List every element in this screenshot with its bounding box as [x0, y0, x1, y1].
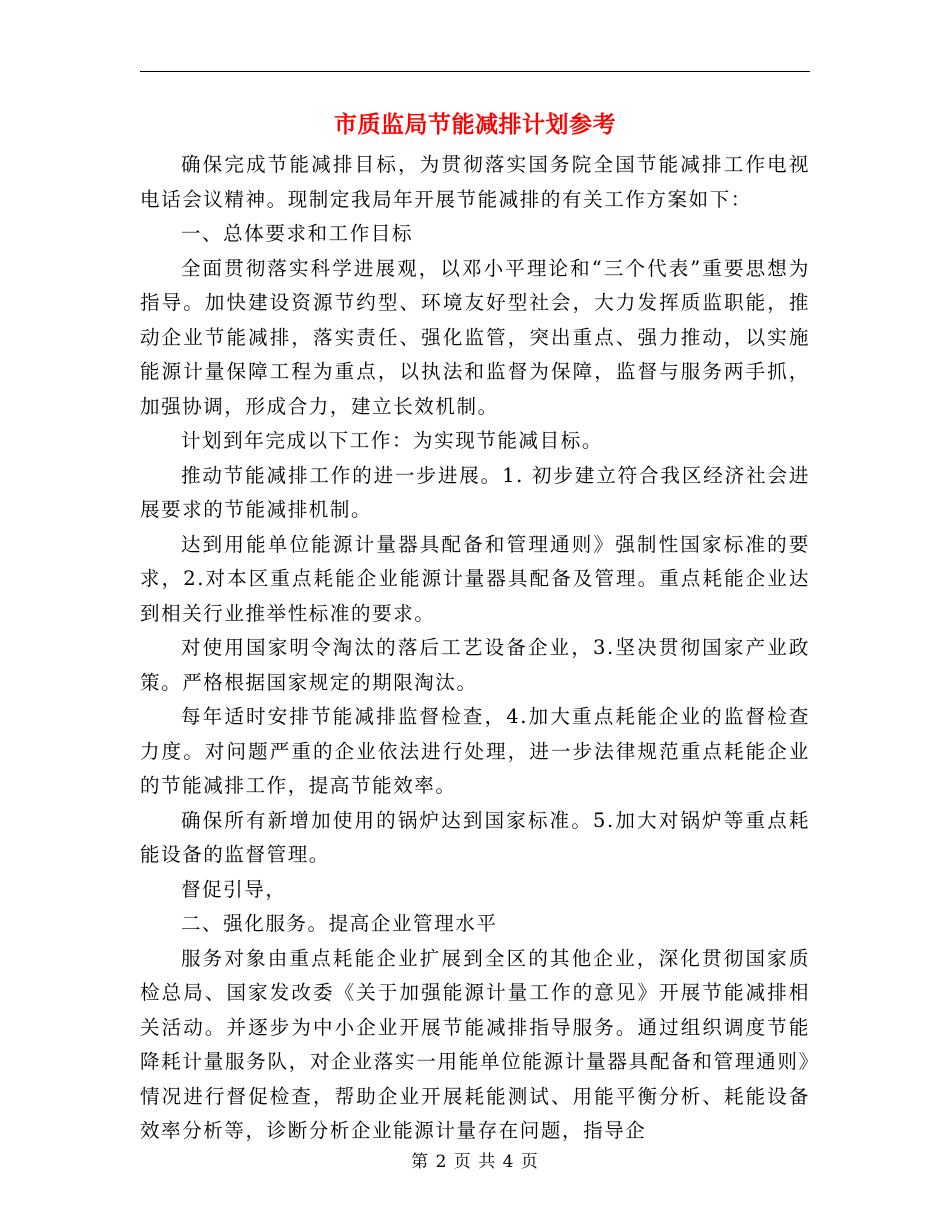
paragraph-service: 服务对象由重点耗能企业扩展到全区的其他企业，深化贯彻国家质检总局、国家发改委《关于加强能源计量工作的意见》开展节能减排相关活动。并逐步为中小企业开展节能减排指导服务。通过组织调度节能降耗计量服务队，对企业落实一用能单位能源计量器具配备和管理通则》情况进行督促检查，帮助企业开展耗能测试、用能平衡分析、耗能设备效率分析等，诊断分析企业能源计量存在问题，指导企 — [140, 946, 810, 1142]
page-number: 第 2 页 共 4 页 — [411, 1152, 539, 1172]
paragraph-item-5: 确保所有新增加使用的锅炉达到国家标准。5.加大对锅炉等重点耗能设备的监督管理。 — [140, 808, 810, 866]
document-body — [140, 148, 810, 1149]
paragraph-intro: 确保完成节能减排目标，为贯彻落实国务院全国节能减排工作电视电话会议精神。现制定我局年开展节能减排的有关工作方案如下： — [140, 153, 810, 211]
paragraph-item-1: 推动节能减排工作的进一步进展。1. 初步建立符合我区经济社会进展要求的节能减排机制。 — [140, 463, 810, 521]
paragraph-supervise: 督促引导， — [180, 877, 287, 901]
paragraph-guideline: 全面贯彻落实科学进展观，以邓小平理论和“三个代表”重要思想为指导。加快建设资源节约型、环境友好型社会，大力发挥质监职能，推动企业节能减排，落实责任、强化监管，突出重点、强力推动，以实施能源计量保障工程为重点，以执法和监督为保障，监督与服务两手抓，加强协调，形成合力，建立长效机制。 — [140, 256, 810, 418]
paragraph-item-4: 每年适时安排节能减排监督检查，4.加大重点耗能企业的监督检查力度。对问题严重的企业依法进行处理，进一步法律规范重点耗能企业的节能减排工作，提高节能效率。 — [140, 705, 810, 797]
paragraph-plan: 计划到年完成以下工作：为实现节能减目标。 — [180, 429, 603, 452]
section-heading-1: 一、总体要求和工作目标 — [180, 222, 414, 245]
paragraph-item-3: 对使用国家明令淘汰的落后工艺设备企业，3.坚决贯彻国家产业政策。严格根据国家规定的期限淘汰。 — [140, 636, 810, 694]
section-heading-2: 二、强化服务。提高企业管理水平 — [180, 912, 498, 935]
header-rule — [140, 71, 810, 72]
paragraph-item-2: 达到用能单位能源计量器具配备和管理通则》强制性国家标准的要求，2.对本区重点耗能企业能源计量器具配备及管理。重点耗能企业达到相关行业推举性标准的要求。 — [140, 532, 810, 625]
document-title: 市质监局节能减排计划参考 — [334, 111, 616, 138]
